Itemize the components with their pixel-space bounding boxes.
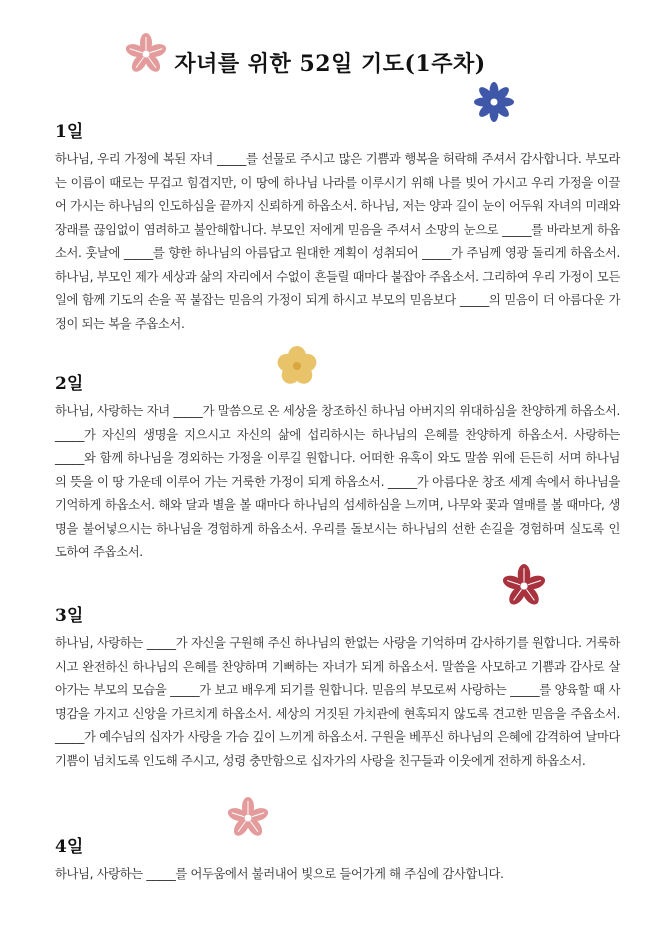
day-section-4 — [55, 832, 620, 887]
yellow-flower-icon — [275, 344, 319, 388]
pink-flower-icon — [124, 32, 168, 76]
day-prayer-text: 하나님, 사랑하는 _____가 자신을 구원해 주신 하나님의 한없는 사랑을 기억하며 감사하기를 원합니다. 거룩하시고 완전하신 하나님의 은혜를 찬양하며 기뻐하는 자녀가 되게 하옵소서. 말씀을 사모하고 기쁨과 감사로 살아가는 부모의 모습을 _____가 보고 배우게 되기를 원합니다. 믿음의 부모로써 사랑하는 _____를 양육할 때 사명감을 가지고 신앙을 가르치게 하옵소서. 세상의 거짓된 가치관에 현혹되지 않도록 견고한 믿음을 주옵소서. _____가 예수님의 십자가 사랑을 가슴 깊이 느끼게 하옵소서. 구원을 베푸신 하나님의 은혜에 감격하여 날마다 기쁨이 넘치도록 인도해 주시고, 성령 충만함으로 십자가의 사랑을 친구들과 이웃에게 전하게 하옵소서. — [55, 636, 620, 768]
day-prayer-text: 하나님, 사랑하는 자녀 _____가 말씀으로 온 세상을 창조하신 하나님 아버지의 위대하심을 찬양하게 하옵소서. _____가 자신의 생명을 지으시고 자신의 삶에 섭리하시는 하나님의 은혜를 찬양하게 하옵소서. 사랑하는 _____와 함께 하나님을 경외하는 가정을 이루길 원합니다. 어떠한 유혹이 와도 말씀 위에 든든히 서며 하나님의 뜻을 이 땅 가운데 이루어 가는 거룩한 가정이 되게 하옵소서. _____가 아름다운 창조 세계 속에서 하나님을 기억하게 하옵소서. 해와 달과 별을 볼 때마다 하나님의 섬세하심을 느끼며, 나무와 꽃과 열매를 볼 때마다, 생명을 불어넣으시는 하나님을 경험하게 하옵소서. 우리를 돌보시는 하나님의 선한 손길을 경험하며 실도록 인도하여 주옵소서. — [55, 404, 620, 559]
day-heading: 3일 — [55, 606, 84, 626]
day-section-2 — [55, 369, 620, 565]
day-heading: 2일 — [55, 374, 84, 394]
red-flower-icon — [501, 563, 547, 609]
day-prayer-text: 하나님, 우리 가정에 복된 자녀 _____를 선물로 주시고 많은 기쁨과 행복을 허락해 주셔서 감사합니다. 부모라는 이름이 때로는 무겁고 힘겹지만, 이 땅에 하나님 나라를 이루시기 위해 나를 빚어 가시고 우리 가정을 이끌어 가시는 하나님의 인도하심을 끝까지 신뢰하게 하옵소서. 하나님, 저는 양과 길이 눈이 어두워 자녀의 미래와 장래를 끊임없이 염려하고 불안해합니다. 부모인 저에게 믿음을 주셔서 소망의 눈으로 _____를 바라보게 하옵소서. 훗날에 _____를 향한 하나님의 아름답고 원대한 계획이 성취되어 _____가 주님께 영광 돌리게 하옵소서. 하나님, 부모인 제가 세상과 삶의 자리에서 수없이 흔들릴 때마다 붙잡아 주옵소서. 그리하여 우리 가정이 모든 일에 함께 기도의 손을 꼭 붙잡는 믿음의 가정이 되게 하시고 부모의 믿음보다 _____의 믿음이 더 아름다운 가정이 되는 복을 주옵소서. — [55, 152, 620, 331]
day-section-1 — [55, 117, 620, 336]
day-heading: 1일 — [55, 122, 84, 142]
page-title: 자녀를 위한 52일 기도(1주차) — [174, 51, 486, 77]
day-section-3 — [55, 601, 620, 773]
blue-flower-icon — [472, 80, 516, 124]
day-heading: 4일 — [55, 837, 84, 857]
pink-flower-icon — [226, 796, 270, 840]
day-prayer-text: 하나님, 사랑하는 _____를 어두움에서 불러내어 빛으로 들어가게 해 주심에 감사합니다. — [55, 867, 504, 881]
